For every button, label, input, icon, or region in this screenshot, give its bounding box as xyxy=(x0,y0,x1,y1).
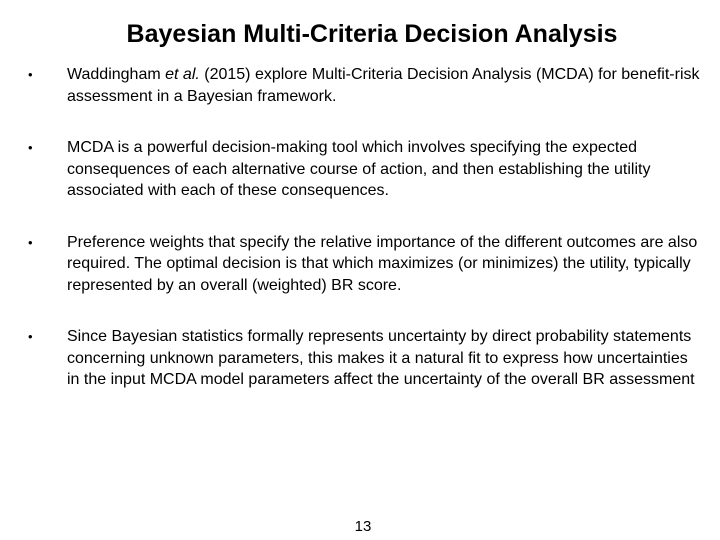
bullet-text: Since Bayesian statistics formally represents uncertainty by direct probability statements concerning unknown parameters, this makes it a natural fit to express how uncertainties in the input MCDA model parameters affect the uncertainty of the overall BR assessment xyxy=(67,328,695,388)
bullet-marker: • xyxy=(28,67,33,82)
bullet-marker: • xyxy=(28,234,33,250)
bullet-item xyxy=(28,64,700,107)
bullet-list xyxy=(28,64,700,391)
bullet-text-end: (2015) explore Multi-Criteria Decision Analysis (MCDA) for benefit-risk assessment in a Bayesian framework. xyxy=(67,66,700,105)
bullet-marker: • xyxy=(28,140,33,155)
bullet-text: MCDA is a powerful decision-making tool which involves specifying the expected consequences of each alternative course of action, and then establishing the utility associated with each of these consequences. xyxy=(67,139,651,199)
bullet-item xyxy=(28,232,700,297)
bullet-text-start: Waddingham xyxy=(67,66,166,83)
bullet-marker: • xyxy=(28,329,33,344)
bullet-text: Preference weights that specify the relative importance of the different outcomes are also required. The optimal decision is that which maximizes (or minimizes) the utility, typically represented by an overall (weighted) BR score. xyxy=(67,233,698,294)
bullet-item xyxy=(28,137,700,202)
bullet-text xyxy=(67,64,700,107)
bullet-text-emphasis: et al. xyxy=(165,66,200,83)
page-number: 13 xyxy=(354,518,372,535)
bullet-item xyxy=(28,326,700,391)
slide-title: Bayesian Multi-Criteria Decision Analysis xyxy=(126,20,618,48)
